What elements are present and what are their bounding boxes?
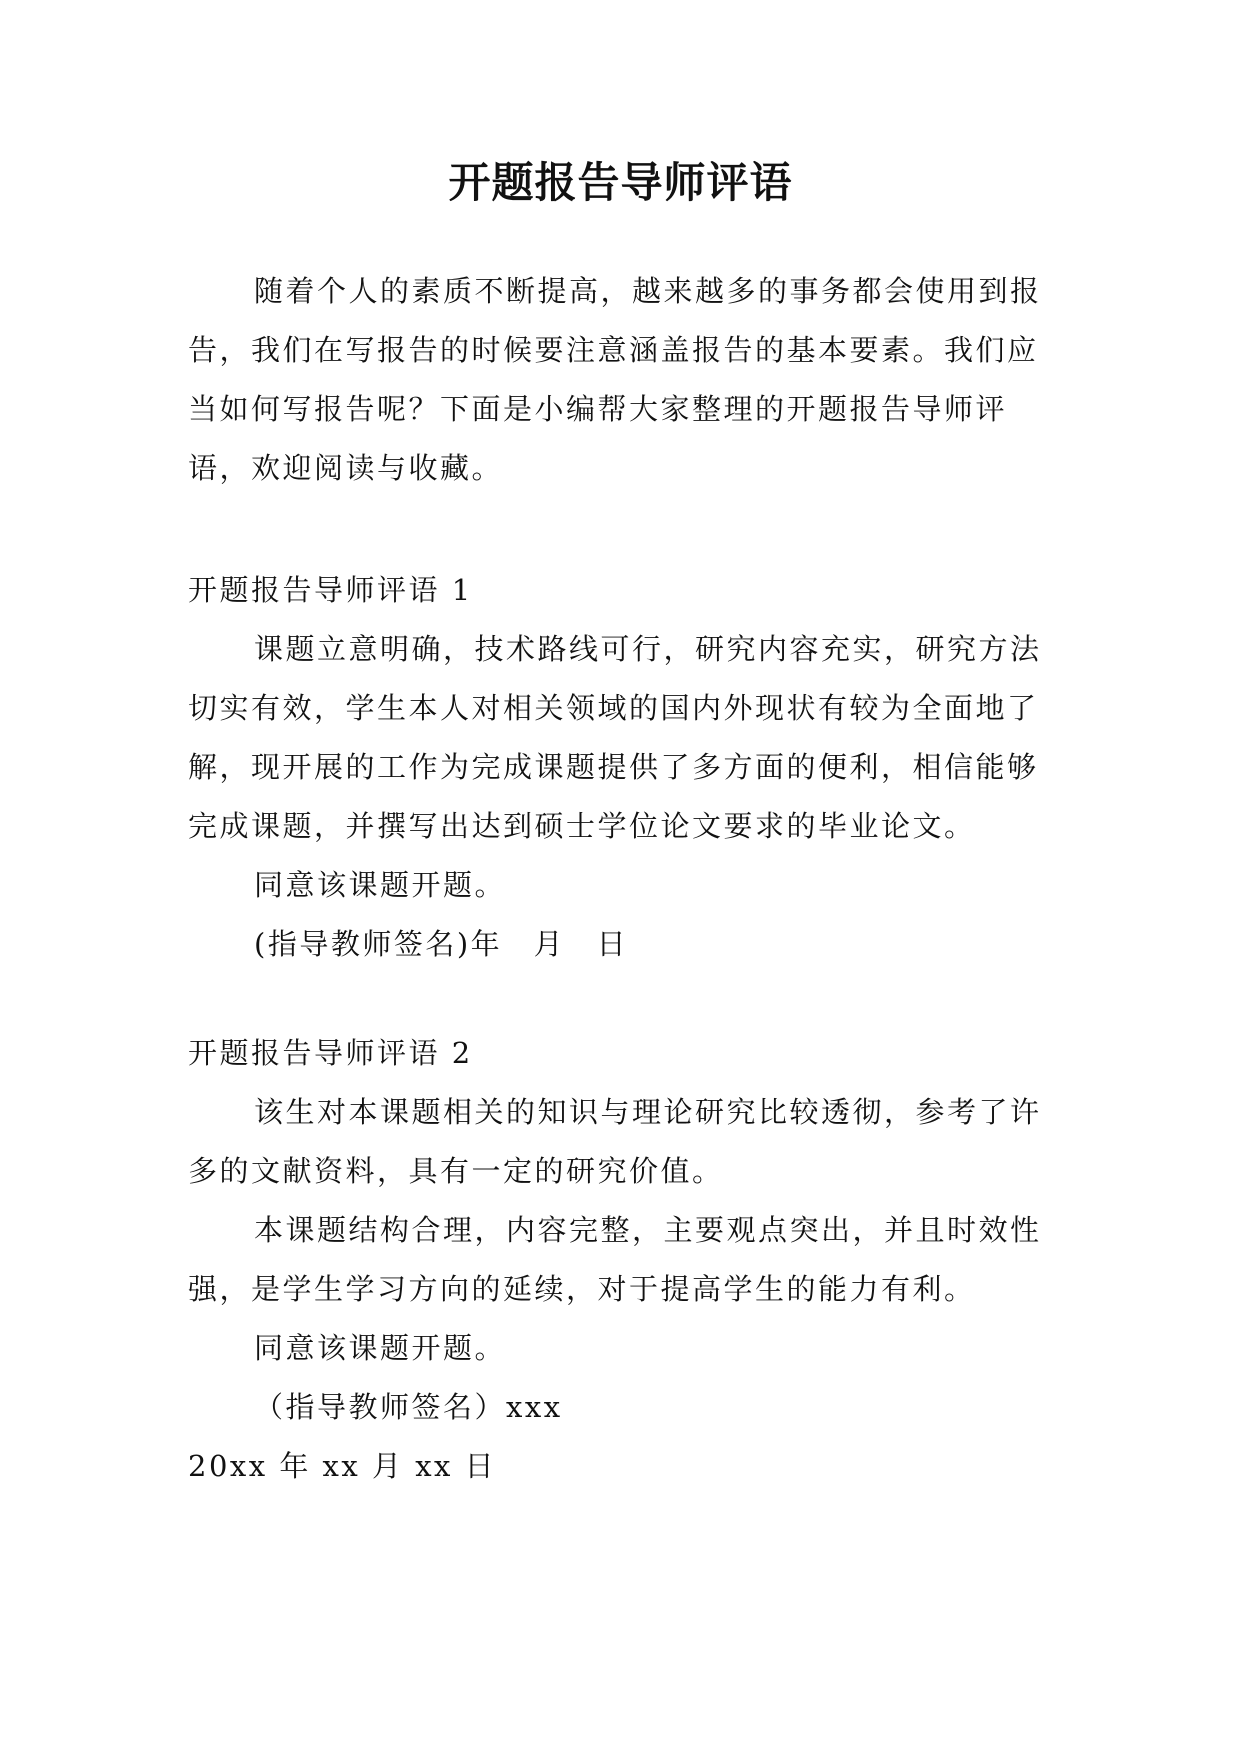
section-2-date-line: 20xx 年 xx 月 xx 日 xyxy=(188,1449,497,1483)
section-2-signature: （指导教师签名）xxx xyxy=(254,1390,563,1424)
spacer xyxy=(188,974,1060,1024)
section-1-signature: (指导教师签名)年 月 日 xyxy=(254,927,629,961)
section-2-heading: 开题报告导师评语 2 xyxy=(188,1036,473,1070)
section-2-paragraph-1: 该生对本课题相关的知识与理论研究比较透彻，参考了许多的文献资料，具有一定的研究价值。 xyxy=(188,1095,1042,1188)
document-body xyxy=(188,262,1060,1496)
section-2-paragraph-3: 同意该课题开题。 xyxy=(254,1331,507,1365)
section-1-paragraph-2: 同意该课题开题。 xyxy=(254,868,507,902)
intro-paragraph: 随着个人的素质不断提高，越来越多的事务都会使用到报告，我们在写报告的时候要注意涵盖报告的基本要素。我们应当如何写报告呢？下面是小编帮大家整理的开题报告导师评语，欢迎阅读与收藏。 xyxy=(188,274,1042,485)
section-2-paragraph-2: 本课题结构合理，内容完整，主要观点突出，并且时效性强，是学生学习方向的延续，对于提高学生的能力有利。 xyxy=(188,1213,1042,1306)
section-1-paragraph-1: 课题立意明确，技术路线可行，研究内容充实，研究方法切实有效，学生本人对相关领域的国内外现状有较为全面地了解，现开展的工作为完成课题提供了多方面的便利，相信能够完成课题，并撰写出达到硕士学位论文要求的毕业论文。 xyxy=(188,632,1042,843)
spacer xyxy=(188,498,1060,561)
section-1-heading: 开题报告导师评语 1 xyxy=(188,573,473,607)
document-title: 开题报告导师评语 xyxy=(448,158,793,207)
